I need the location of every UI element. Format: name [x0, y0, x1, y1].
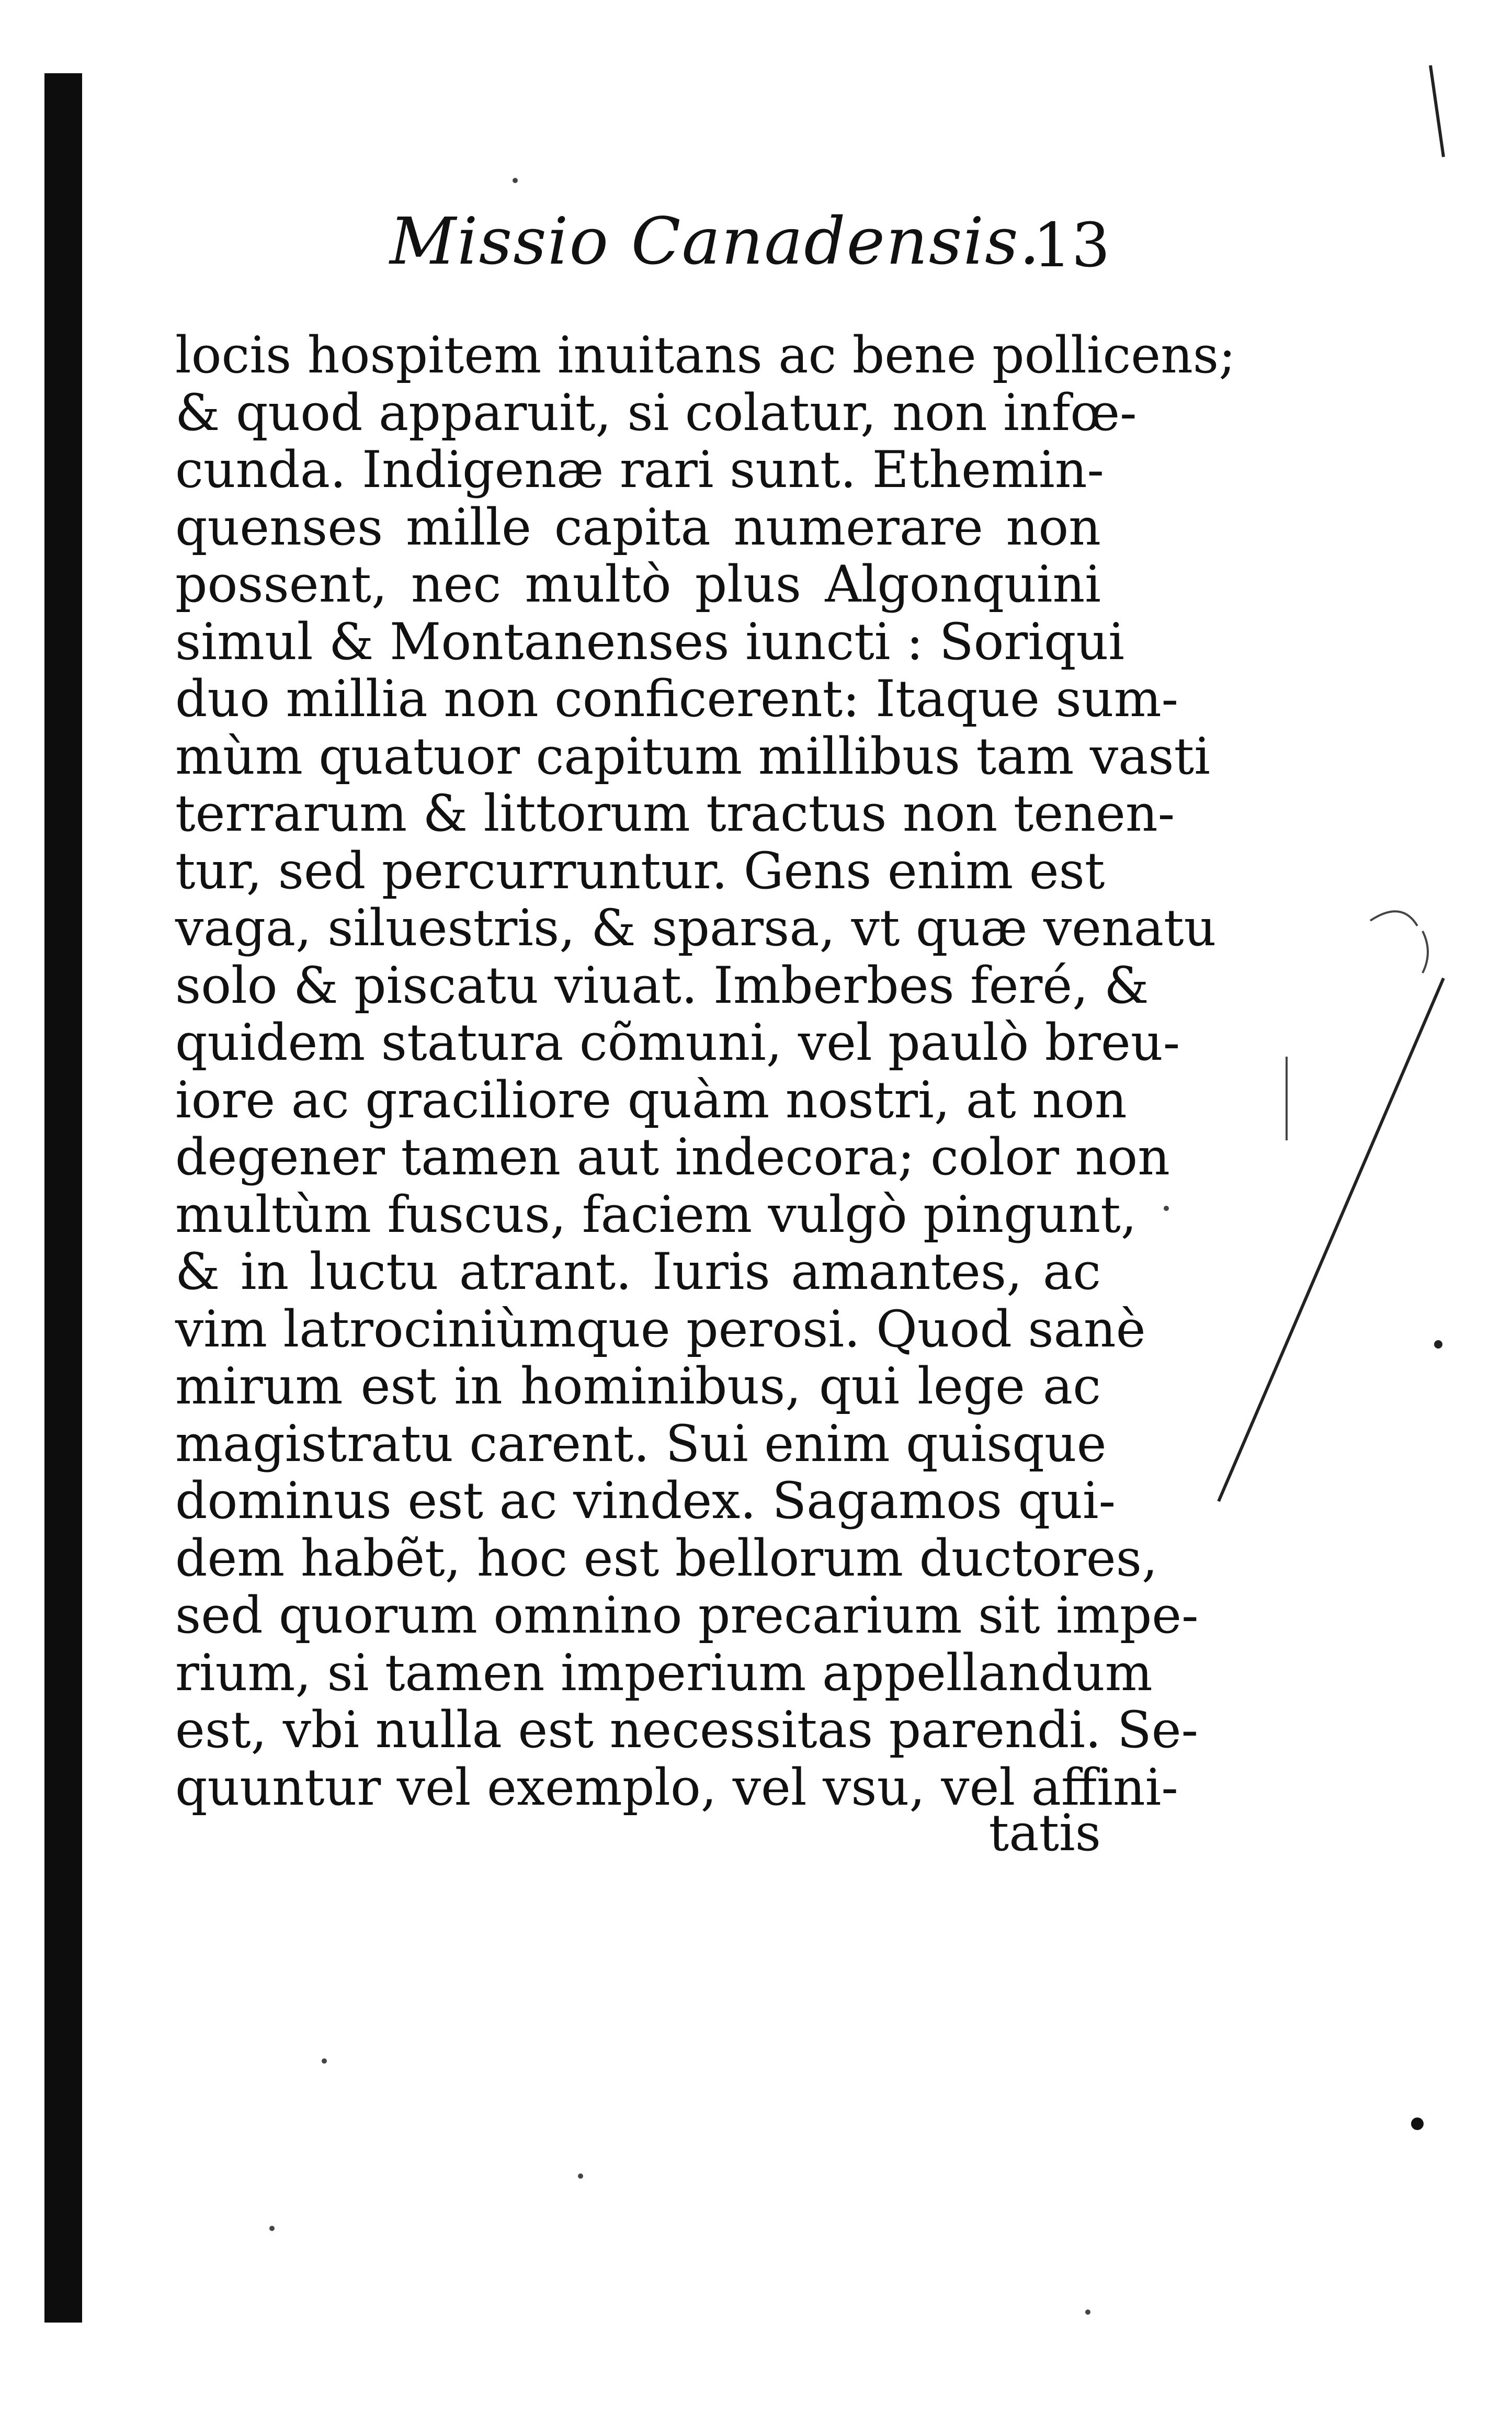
- text-line: locis hospitem inuitans ac bene pollicens;: [175, 326, 1236, 384]
- text-line: dominus est ac vindex. Sagamos qui-: [175, 1471, 1116, 1530]
- ink-speck: [269, 2226, 275, 2231]
- ink-stroke: [1430, 65, 1443, 157]
- text-line: mùm quatuor capitum millibus tam vasti: [175, 727, 1210, 786]
- ink-speck: [1434, 1340, 1442, 1349]
- catchword: tatis: [988, 1804, 1101, 1862]
- ink-speck: [1164, 1206, 1169, 1211]
- text-line: tur, sed percurruntur. Gens enim est: [175, 841, 1105, 900]
- text-line: duo millia non conficerent: Itaque sum-: [175, 670, 1179, 728]
- running-head: [175, 204, 1110, 309]
- text-line: possent, nec multò plus Algonquini: [175, 555, 1101, 614]
- text-line: sed quorum omnino precarium sit impe-: [175, 1586, 1199, 1645]
- binding-shadow: [44, 73, 82, 2323]
- ink-speck: [1411, 2117, 1424, 2130]
- text-line: quenses mille capita numerare non: [175, 497, 1101, 557]
- page-number: 13: [1033, 210, 1110, 281]
- text-line: & quod apparuit, si colatur, non infœ-: [175, 383, 1137, 442]
- text-line: rium, si tamen imperium appellandum: [175, 1643, 1153, 1702]
- text-line: quidem statura cõmuni, vel paulò breu-: [175, 1013, 1180, 1072]
- ink-speck: [513, 178, 518, 183]
- body-text: [175, 326, 1236, 1817]
- text-line: est, vbi nulla est necessitas parendi. Se-: [175, 1701, 1199, 1759]
- text-line: solo & piscatu viuat. Imberbes feré, &: [175, 956, 1149, 1015]
- text-line: vaga, siluestris, & sparsa, vt quæ venatu: [175, 899, 1217, 957]
- ink-speck: [322, 2058, 327, 2064]
- ink-stroke: [1219, 978, 1443, 1501]
- ink-stroke: [1423, 931, 1428, 973]
- ink-speck: [1085, 2309, 1090, 2315]
- text-line: dem habẽt, hoc est bellorum ductores,: [175, 1528, 1158, 1588]
- text-line: cunda. Indigenæ rari sunt. Ethemin-: [175, 440, 1104, 499]
- text-line: degener tamen aut indecora; color non: [175, 1128, 1170, 1186]
- text-line: multùm fuscus, faciem vulgò pingunt,: [175, 1185, 1137, 1244]
- text-line: terrarum & littorum tractus non tenen-: [175, 784, 1175, 843]
- text-line: vim latrociniùmque perosi. Quod sanè: [175, 1299, 1146, 1358]
- text-line: iore ac graciliore quàm nostri, at non: [175, 1070, 1127, 1129]
- ink-speck: [578, 2173, 583, 2179]
- text-line: quuntur vel exemplo, vel vsu, vel affini-: [175, 1758, 1178, 1817]
- ink-stroke: [1370, 911, 1417, 926]
- text-line: mirum est in hominibus, qui lege ac: [175, 1357, 1101, 1416]
- text-line: magistratu carent. Sui enim quisque: [175, 1414, 1107, 1473]
- text-line: simul & Montanenses iuncti : Soriqui: [175, 612, 1124, 671]
- running-title: Missio Canadensis.: [390, 204, 1041, 279]
- text-line: & in luctu atrant. Iuris amantes, ac: [175, 1242, 1101, 1301]
